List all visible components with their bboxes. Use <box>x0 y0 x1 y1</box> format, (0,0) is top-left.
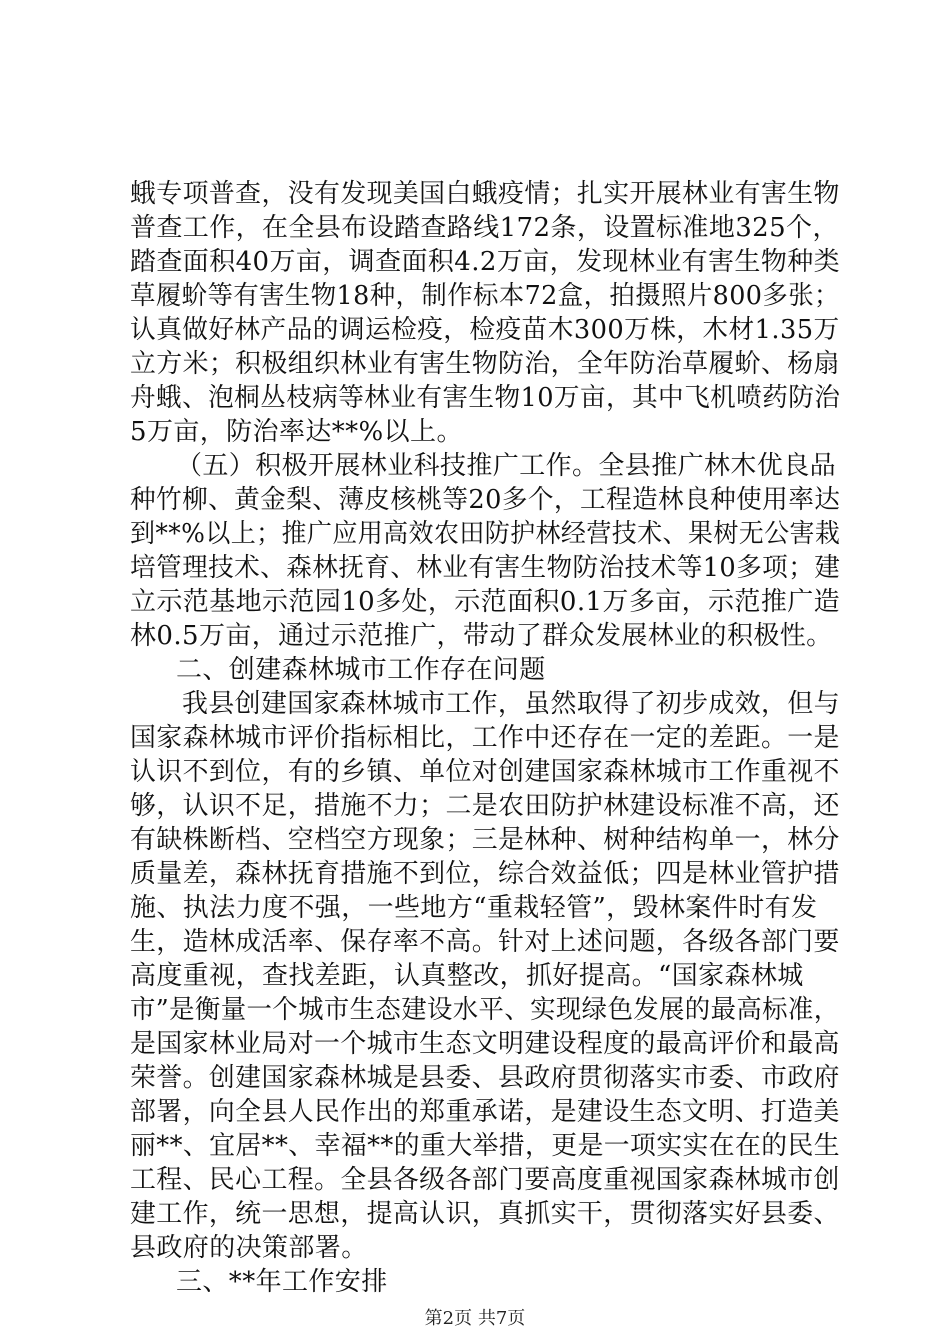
text-line: 工程、民心工程。全县各级各部门要高度重视国家森林城市创 <box>130 1165 840 1195</box>
text-line: 种竹柳、黄金梨、薄皮核桃等20多个，工程造林良种使用率达 <box>130 485 841 515</box>
text-line: 蛾专项普查，没有发现美国白蛾疫情；扎实开展林业有害生物 <box>130 179 840 209</box>
text-line: 国家森林城市评价指标相比，工作中还存在一定的差距。一是 <box>130 723 840 753</box>
text-line: 施、执法力度不强，一些地方“重栽轻管”，毁林案件时有发 <box>130 893 818 923</box>
text-line: 踏查面积40万亩，调查面积4.2万亩，发现林业有害生物种类 <box>130 247 841 277</box>
text-line: 是国家林业局对一个城市生态文明建设程度的最高评价和最高 <box>130 1029 840 1059</box>
text-line: 5万亩，防治率达**%以上。 <box>130 417 463 447</box>
text-line: 普查工作，在全县布设踏查路线172条，设置标准地325个， <box>130 213 839 243</box>
section-five-first-line: （五）积极开展林业科技推广工作。全县推广林木优良品 <box>176 451 837 481</box>
text-line: 荣誉。创建国家森林城是县委、县政府贯彻落实市委、市政府 <box>130 1063 840 1093</box>
text-line: 部署，向全县人民作出的郑重承诺，是建设生态文明、打造美 <box>130 1097 840 1127</box>
text-line: 到**%以上；推广应用高效农田防护林经营技术、果树无公害栽 <box>130 519 841 549</box>
text-line: 够，认识不足，措施不力；二是农田防护林建设标准不高，还 <box>130 791 840 821</box>
text-line: 立方米；积极组织林业有害生物防治，全年防治草履蚧、杨扇 <box>130 349 840 379</box>
text-line: 草履蚧等有害生物18种，制作标本72盒，拍摄照片800多张； <box>130 281 840 311</box>
section-heading-problems: 二、创建森林城市工作存在问题 <box>176 655 546 685</box>
text-line: 丽**、宜居**、幸福**的重大举措，更是一项实实在在的民生 <box>130 1131 841 1161</box>
text-line: 质量差，森林抚育措施不到位，综合效益低；四是林业管护措 <box>130 859 840 889</box>
text-line: 培管理技术、森林抚育、林业有害生物防治技术等10多项；建 <box>130 553 841 583</box>
text-line: 林0.5万亩，通过示范推广，带动了群众发展林业的积极性。 <box>130 621 833 651</box>
text-line: 建工作，统一思想，提高认识，真抓实干，贯彻落实好县委、 <box>130 1199 840 1229</box>
text-line: 生，造林成活率、保存率不高。针对上述问题，各级各部门要 <box>130 927 840 957</box>
text-line: 舟蛾、泡桐丛枝病等林业有害生物10万亩，其中飞机喷药防治 <box>130 383 841 413</box>
text-line: 有缺株断档、空档空方现象；三是林种、树种结构单一，林分 <box>130 825 840 855</box>
text-line: 市”是衡量一个城市生态建设水平、实现绿色发展的最高标准， <box>130 995 840 1025</box>
section-heading-plan: 三、**年工作安排 <box>176 1267 388 1297</box>
page-footer: 第2页 共7页 <box>424 1308 526 1329</box>
text-line: 认识不到位，有的乡镇、单位对创建国家森林城市工作重视不 <box>130 757 840 787</box>
text-line: 县政府的决策部署。 <box>130 1233 368 1263</box>
text-line: 高度重视，查找差距，认真整改，抓好提高。“国家森林城 <box>130 961 804 991</box>
paragraph-first-line: 我县创建国家森林城市工作，虽然取得了初步成效，但与 <box>182 689 841 719</box>
text-line: 认真做好林产品的调运检疫，检疫苗木300万株，木材1.35万 <box>130 315 840 345</box>
text-line: 立示范基地示范园10多处，示范面积0.1万多亩，示范推广造 <box>130 587 841 617</box>
